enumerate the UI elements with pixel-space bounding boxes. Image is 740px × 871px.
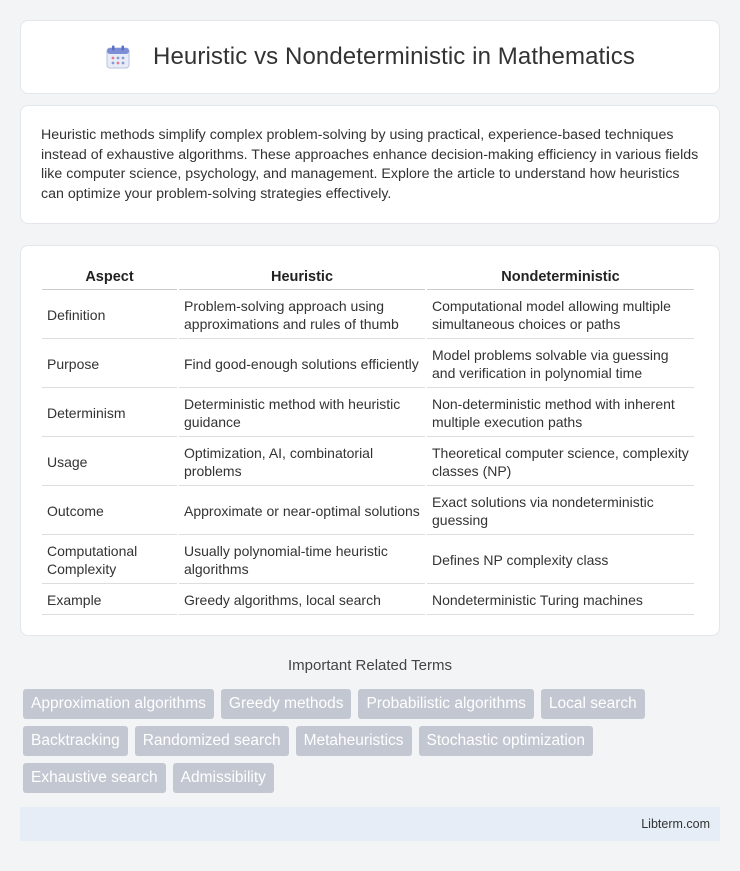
term-tag[interactable]: Randomized search bbox=[135, 726, 289, 756]
column-header-aspect: Aspect bbox=[42, 265, 177, 290]
header-card bbox=[20, 20, 720, 94]
table-row bbox=[42, 290, 694, 339]
related-terms-list bbox=[23, 689, 723, 800]
table-cell: Example bbox=[42, 584, 177, 615]
calendar-icon bbox=[105, 44, 131, 70]
table-cell: Determinism bbox=[42, 388, 177, 437]
term-tag[interactable]: Admissibility bbox=[173, 763, 274, 793]
table-cell: Find good-enough solutions efficiently bbox=[179, 339, 425, 388]
table-row bbox=[42, 535, 694, 584]
table-header-row bbox=[42, 265, 694, 290]
comparison-card bbox=[20, 245, 720, 636]
intro-card bbox=[20, 105, 720, 224]
term-tag[interactable]: Backtracking bbox=[23, 726, 128, 756]
footer-site-link[interactable]: Libterm.com bbox=[641, 817, 710, 831]
table-cell: Computational model allowing multiple simultaneous choices or paths bbox=[427, 290, 694, 339]
table-row bbox=[42, 339, 694, 388]
table-cell: Usually polynomial-time heuristic algorithms bbox=[179, 535, 425, 584]
table-cell: Problem-solving approach using approximations and rules of thumb bbox=[179, 290, 425, 339]
column-header-heuristic: Heuristic bbox=[179, 265, 425, 290]
term-tag[interactable]: Exhaustive search bbox=[23, 763, 166, 793]
table-cell: Usage bbox=[42, 437, 177, 486]
intro-text: Heuristic methods simplify complex problem-solving by using practical, experience-based techniques instead of exhaustive algorithms. These approaches enhance decision-making efficiency in various fields like computer science, psychology, and management. Explore the article to understand how heuristics can optimize your problem-solving strategies effectively. bbox=[41, 127, 699, 202]
table-row bbox=[42, 584, 694, 615]
table-cell: Exact solutions via nondeterministic guessing bbox=[427, 486, 694, 535]
table-cell: Model problems solvable via guessing and verification in polynomial time bbox=[427, 339, 694, 388]
table-cell: Computational Complexity bbox=[42, 535, 177, 584]
table-cell: Defines NP complexity class bbox=[427, 535, 694, 584]
page-title: Heuristic vs Nondeterministic in Mathematics bbox=[153, 43, 635, 70]
term-tag[interactable]: Metaheuristics bbox=[296, 726, 412, 756]
table-cell: Greedy algorithms, local search bbox=[179, 584, 425, 615]
table-cell: Approximate or near-optimal solutions bbox=[179, 486, 425, 535]
column-header-nondeterministic: Nondeterministic bbox=[427, 265, 694, 290]
table-cell: Non-deterministic method with inherent multiple execution paths bbox=[427, 388, 694, 437]
tag-row bbox=[23, 763, 723, 793]
related-terms-title: Important Related Terms bbox=[288, 657, 452, 674]
table-cell: Purpose bbox=[42, 339, 177, 388]
comparison-table bbox=[40, 265, 696, 615]
tag-row bbox=[23, 689, 723, 719]
term-tag[interactable]: Stochastic optimization bbox=[419, 726, 594, 756]
term-tag[interactable]: Probabilistic algorithms bbox=[358, 689, 533, 719]
footer bbox=[20, 807, 720, 841]
table-cell: Definition bbox=[42, 290, 177, 339]
table-cell: Optimization, AI, combinatorial problems bbox=[179, 437, 425, 486]
table-cell: Outcome bbox=[42, 486, 177, 535]
table-cell: Deterministic method with heuristic guidance bbox=[179, 388, 425, 437]
term-tag[interactable]: Approximation algorithms bbox=[23, 689, 214, 719]
table-row bbox=[42, 486, 694, 535]
term-tag[interactable]: Local search bbox=[541, 689, 645, 719]
table-row bbox=[42, 388, 694, 437]
table-row bbox=[42, 437, 694, 486]
table-cell: Theoretical computer science, complexity classes (NP) bbox=[427, 437, 694, 486]
tag-row bbox=[23, 726, 723, 756]
table-cell: Nondeterministic Turing machines bbox=[427, 584, 694, 615]
term-tag[interactable]: Greedy methods bbox=[221, 689, 352, 719]
